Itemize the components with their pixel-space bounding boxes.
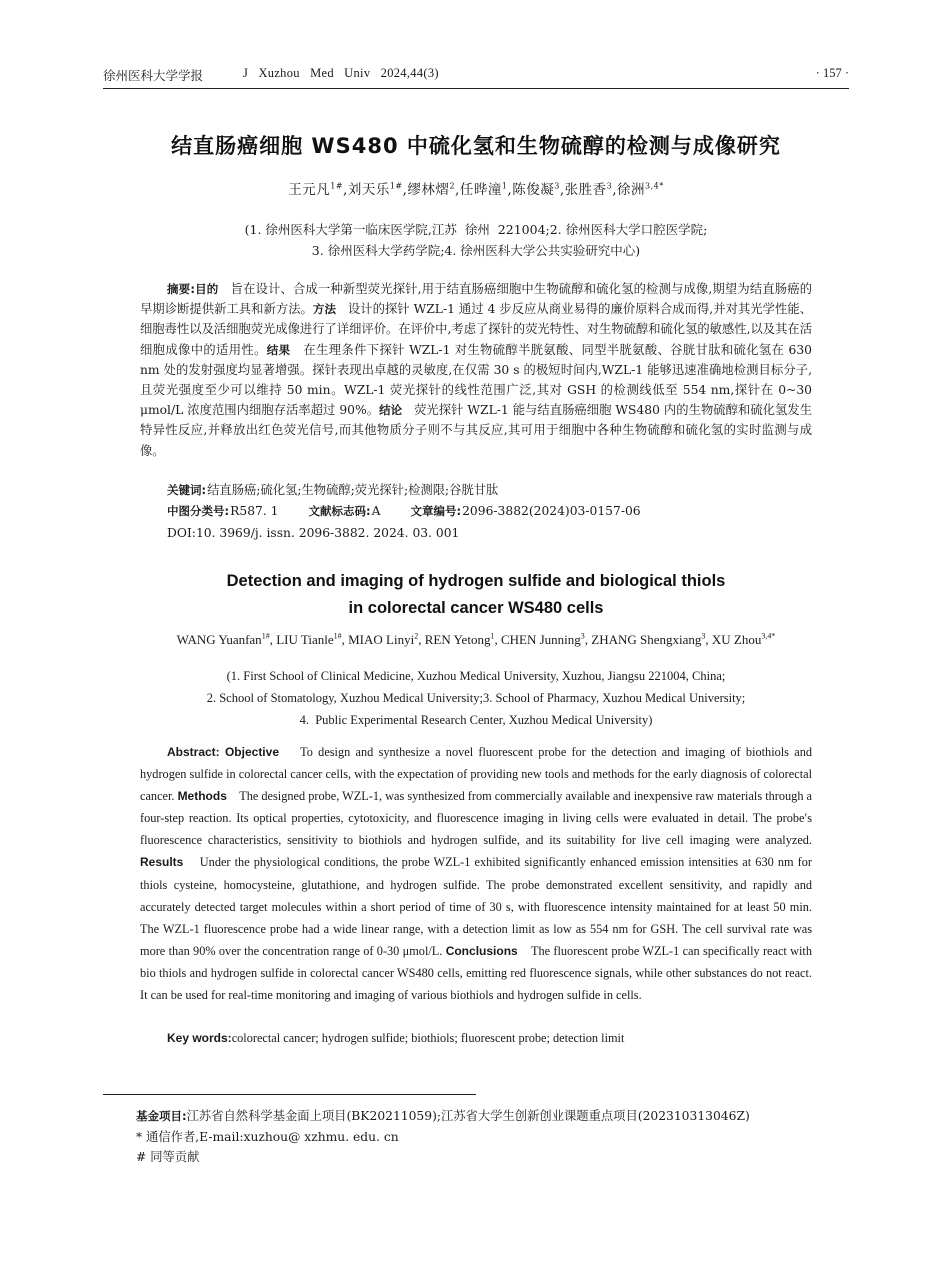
methods-cn-label: 方法 [312, 302, 337, 317]
conclusions-cn-label: 结论 [379, 403, 403, 418]
author-name: CHEN Junning [500, 632, 581, 647]
keywords-cn-label: 关键词: [167, 483, 207, 497]
author-affiliation-mark: 3 [701, 631, 706, 641]
methods-en-label: Methods [177, 789, 227, 804]
abstract-en-label: Abstract: [167, 745, 220, 759]
objective-en-text: To design and synthesize a novel fluorescent probe for the detection and imaging of biothiols and hydrogen sulfide in colorectal cancer cells, with the expectation of providing new tools and methods for the early diagnosis of colorectal cancer. [140, 745, 813, 804]
author-name: 任晔潼 [459, 182, 502, 198]
keywords-cn-value: 结直肠癌;硫化氢;生物硫醇;荧光探针;检测限;谷胱甘肽 [207, 483, 499, 497]
affiliations-en [103, 665, 849, 731]
conclusions-en-text: The fluorescent probe WZL-1 can specifically react with bio thiols and hydrogen sulfide in colorectal cancer WS480 cells, emitting red fluorescence signals, while other substances do not react. It can be used for real-time monitoring and imaging of various biothiols and hydrogen sulfide in cells. [140, 943, 812, 1003]
author-affiliation-mark: 1# [261, 631, 270, 641]
title-en [103, 568, 849, 622]
header-divider [103, 88, 849, 89]
author-affiliation-mark: 1# [330, 181, 344, 191]
clc-value: R587. 1 [230, 504, 279, 518]
clc-label: 中图分类号: [167, 504, 230, 518]
author-affiliation-mark: 1# [389, 181, 403, 191]
author-affiliation-mark: 3,4* [645, 181, 664, 191]
affiliations-cn [103, 219, 849, 261]
abstract-cn [140, 279, 812, 461]
objective-cn-text: 旨在设计、合成一种新型荧光探针,用于结直肠癌细胞中生物硫醇和硫化氢的检测与成像,期望为结直肠癌的早期诊断提供新工具和新方法。 [140, 282, 812, 317]
keywords-en-label: Key words: [167, 1031, 232, 1045]
title-en-line: in colorectal cancer WS480 cells [348, 599, 604, 617]
objective-cn-label: 目的 [194, 282, 219, 296]
methods-cn-text: 设计的探针 WZL-1 通过 4 步反应从商业易得的廉价原料合成而得,并对其光学性能、细胞毒性以及活细胞荧光成像进行了详细评价。在评价中,考虑了探针的荧光特性、对生物硫醇和硫化氢的敏感性,以及其在活细胞成像中的适用性。 [140, 302, 812, 357]
abstract-cn-label: 摘要: [167, 282, 195, 296]
results-cn-text: 在生理条件下探针 WZL-1 对生物硫醇半胱氨酸、同型半胱氨酸、谷胱甘肽和硫化氢在 630 nm 处的发射强度均显著增强。探针表现出卓越的灵敏度,在仅需 30 s 的极短时间内,WZL-1 能够迅速准确地检测目标分子,且荧光强度至少可以维持 50 min。WZL-1 荧光探针的线性范围广泛,其对 GSH 的检测线低至 554 nm,探针在 0~30 μmol/L 浓度范围内细胞存活率超过 90%。 [140, 342, 812, 418]
author-affiliation-mark: 2 [414, 631, 419, 641]
results-en-text: Under the physiological conditions, the probe WZL-1 exhibited significantly enhanced emission intensities at 630 nm for thiols cysteine, homocysteine, glutathione, and hydrogen sulfide. The probe demonstrated excellent sensitivity, and rapidly and accurately detected target molecules within a short period of time of 30 s, with fluorescence intensity maintained for at least 50 min. The WZL-1 fluorescence probe had a wide linear range, with a detection limit as low as 554 nm for GSH. The cell survival rate was more than 90% over the concentration range of 0-30 μmol/L. [140, 855, 813, 958]
author-name: WANG Yuanfan [176, 632, 262, 647]
keywords-cn [167, 480, 498, 498]
page-number: · 157 · [815, 66, 849, 80]
abstract-en [140, 741, 812, 1006]
objective-en-label: Objective [224, 745, 279, 759]
author-affiliation-mark: 3 [606, 181, 613, 191]
results-en-label: Results [140, 855, 184, 870]
affiliation-en-line: 2. School of Stomatology, Xuzhou Medical University;3. School of Pharmacy, Xuzhou Medical University; [206, 691, 746, 705]
journal-name-cn: 徐州医科大学学报 [103, 68, 204, 83]
authors-en: WANG Yuanfan$^{1\#}$, LIU Tianle$^{1\#}$, MIAO Linyi$^2$, REN Yetong$^1$, CHEN Junning$^3$, ZHANG Shengxiang$^3$, XU Zhou$^{3,4*}$ [176, 631, 776, 647]
author-name: 陈俊凝 [512, 182, 555, 198]
author-affiliation-mark: 1 [501, 181, 508, 191]
doc-code-value: A [371, 504, 381, 518]
footnote-divider [103, 1094, 476, 1095]
article-number-label: 文章编号: [410, 504, 462, 518]
author-affiliation-mark: 2 [449, 181, 456, 191]
author-affiliation-mark: 3 [554, 181, 560, 191]
affiliation-cn-line: 3. 徐州医科大学药学院;4. 徐州医科大学公共实验研究中心) [311, 243, 641, 258]
doc-code-label: 文献标志码: [308, 504, 371, 518]
conclusions-en-label: Conclusions [445, 943, 518, 958]
author-name: LIU Tianle [276, 632, 334, 647]
author-name: 刘天乐 [347, 182, 390, 198]
footnote-fund [136, 1106, 750, 1124]
affiliation-en-line: (1. First School of Clinical Medicine, Xuzhou Medical University, Xuzhou, Jiangsu 221004, China; [226, 669, 726, 683]
classification-line [167, 503, 641, 519]
author-affiliation-mark: 3 [580, 631, 585, 641]
fund-value: 江苏省自然科学基金面上项目(BK20211059);江苏省大学生创新创业课题重点项目(202310313046Z) [186, 1109, 750, 1123]
results-cn-label: 结果 [266, 342, 291, 357]
doi: DOI:10. 3969/j. issn. 2096-3882. 2024. 03. 001 [167, 526, 460, 540]
author-name: ZHANG Shengxiang [591, 632, 702, 647]
affiliation-en-line: 4. Public Experimental Research Center, Xuzhou Medical University) [299, 713, 653, 727]
conclusions-cn-text: 荧光探针 WZL-1 能与结直肠癌细胞 WS480 内的生物硫醇和硫化氢发生特异性反应,并释放出红色荧光信号,而其他物质分子则不与其反应,其可用于细胞中各种生物硫醇和硫化氢的实时监测与成像。 [140, 403, 813, 458]
author-name: MIAO Linyi [348, 632, 415, 647]
author-name: 张胜香 [564, 182, 607, 198]
title-cn: 结直肠癌细胞 WS480 中硫化氢和生物硫醇的检测与成像研究 [171, 134, 781, 158]
author-name: 缪林熠 [407, 182, 450, 198]
running-header [103, 66, 849, 90]
author-affiliation-mark: 3,4* [761, 631, 776, 641]
fund-label: 基金项目: [136, 1109, 187, 1123]
author-name: XU Zhou [711, 632, 762, 647]
title-en-line: Detection and imaging of hydrogen sulfide and biological thiols [226, 572, 726, 590]
author-affiliation-mark: 1# [333, 631, 342, 641]
footnote-equal-contribution: # 同等贡献 [136, 1150, 200, 1164]
author-affiliation-mark: 1 [490, 631, 495, 641]
methods-en-text: The designed probe, WZL-1, was synthesized from commercially available and inexpensive raw materials through a four-step reaction. Its optical properties, cytotoxicity, and fluorescence imaging in living cells were evaluated in detail. The probe′s fluorescence characteristics, sensitivity to biothiols and hydrogen sulfide, and its suitability for live cell imaging were analyzed. [140, 789, 813, 848]
keywords-en-value: colorectal cancer; hydrogen sulfide; biothiols; fluorescent probe; detection limit [231, 1031, 625, 1045]
keywords-en [167, 1031, 624, 1046]
affiliation-cn-line: (1. 徐州医科大学第一临床医学院,江苏 徐州 221004;2. 徐州医科大学口腔医学院; [244, 222, 708, 237]
article-number-value: 2096-3882(2024)03-0157-06 [462, 504, 641, 518]
author-name: REN Yetong [424, 632, 491, 647]
authors-cn: 王元凡$^{1\#}$,刘天乐$^{1\#}$,缪林熠$^2$,任晔潼$^1$,陈俊凝$^3$,张胜香$^3$,徐洲$^{3,4*}$ [288, 181, 664, 198]
author-name: 王元凡 [288, 182, 331, 198]
footnote-corresponding: * 通信作者,E-mail:xuzhou@ xzhmu. edu. cn [136, 1130, 399, 1144]
author-name: 徐洲 [617, 182, 645, 198]
journal-citation-en: J Xuzhou Med Univ 2024,44(3) [243, 66, 439, 80]
